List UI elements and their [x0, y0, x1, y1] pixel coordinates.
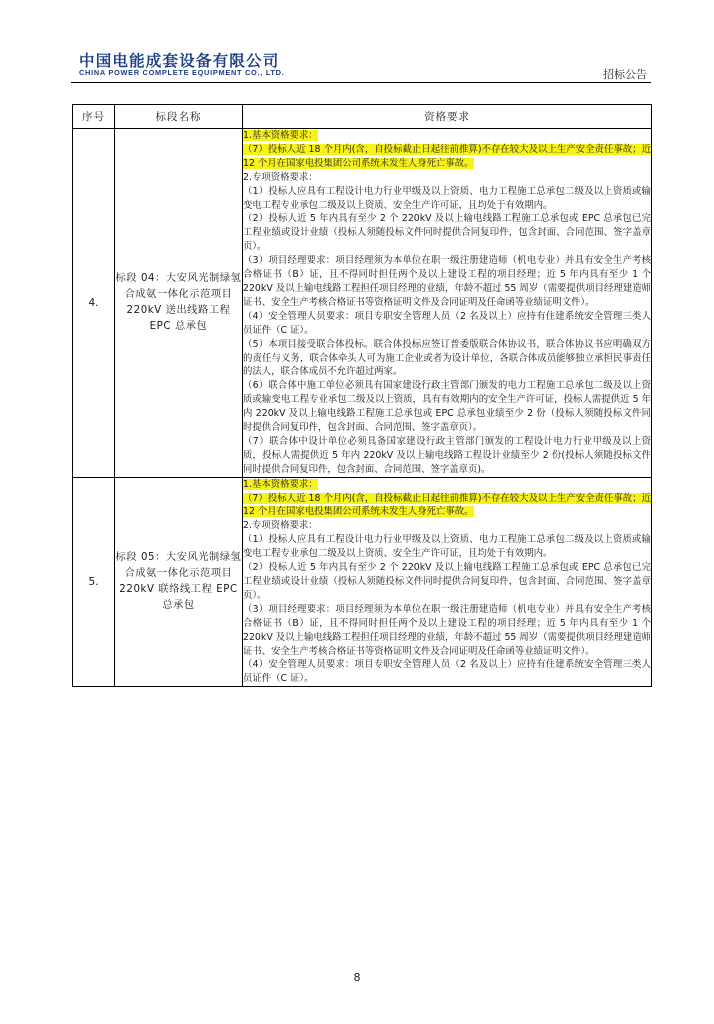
- highlighted-text: 1.基本资格要求：: [243, 130, 318, 141]
- qualification-table: [72, 104, 652, 687]
- header-lot-name: 标段名称: [115, 105, 243, 129]
- lot-name: 标段 04：大安风光制绿氢合成氨一体化示范项目 220kV 送出线路工程 EPC 总承包: [115, 129, 243, 478]
- requirement-paragraph: （4）安全管理人员要求：项目专职安全管理人员（2 名及以上）应持有住建系统安全管理三类人员证件（C 证）。: [243, 659, 651, 685]
- table-row: [73, 477, 652, 687]
- requirement-paragraph: [243, 129, 651, 143]
- header-requirements: 资格要求: [243, 105, 652, 129]
- requirement-paragraph: （3）项目经理要求：项目经理须为本单位在职一级注册建造师（机电专业）并具有安全生产考核合格证书（B）证，且不得同时担任两个及以上建设工程的项目经理；近 5 年内具有至少 1 个 220kV 及以上输电线路工程担任项目经理的业绩，年龄不超过 55 周岁（需要提供项目经理建造师证书、安全生产考核合格证书等资格证明文件及合同证明及任命函等业绩证明文件）。: [243, 255, 651, 308]
- table-row: [73, 129, 652, 478]
- requirement-paragraph: （3）项目经理要求：项目经理须为本单位在职一级注册建造师（机电专业）并具有安全生产考核合格证书（B）证，且不得同时担任两个及以上建设工程的项目经理；近 5 年内具有至少 1 个 220kV 及以上输电线路工程担任项目经理的业绩，年龄不超过 55 周岁（需要提供项目经理建造师证书、安全生产考核合格证书等资格证明文件及合同证明及任命函等业绩证明文件）。: [243, 603, 651, 657]
- requirement-paragraph: （7）联合体中设计单位必须具备国家建设行政主管部门颁发的工程设计电力行业甲级及以上资质，投标人需提供近 5 年内 220kV 及以上输电线路工程设计业绩至少 2 份(投标人须随投标文件同时提供合同复印件，包含封面、合同范围、签字盖章页)。: [243, 435, 651, 475]
- row-number: 5.: [73, 477, 115, 687]
- requirement-paragraph: （1）投标人应具有工程设计电力行业甲级及以上资质、电力工程施工总承包二级及以上资质或输变电工程专业承包二级及以上资质、安全生产许可证，且均处于有效期内。: [243, 534, 651, 560]
- requirement-paragraph: [243, 143, 651, 171]
- header-seq: 序号: [73, 105, 115, 129]
- company-logo-en: CHINA POWER COMPLETE EQUIPMENT CO., LTD.: [79, 68, 285, 77]
- requirement-paragraph: （2）投标人近 5 年内具有至少 2 个 220kV 及以上输电线路工程施工总承包或 EPC 总承包已完工程业绩或设计业绩（投标人须随投标文件同时提供合同复印件，包含封面、合同范围、签字盖章页）。: [243, 562, 651, 601]
- requirement-paragraph: [243, 478, 651, 492]
- row-number: 4.: [73, 129, 115, 478]
- page-number: 8: [353, 971, 361, 984]
- document-type-label: 招标公告: [603, 68, 647, 81]
- highlighted-text: 1.基本资格要求：: [243, 478, 318, 490]
- requirement-paragraph: （1）投标人应具有工程设计电力行业甲级及以上资质、电力工程施工总承包二级及以上资质或输变电工程专业承包二级及以上资质、安全生产许可证，且均处于有效期内。: [243, 185, 651, 211]
- page-header: [71, 46, 651, 82]
- requirement-paragraph: （2）投标人近 5 年内具有至少 2 个 220kV 及以上输电线路工程施工总承包或 EPC 总承包已完工程业绩或设计业绩（投标人须随投标文件同时提供合同复印件，包含封面、合同范围、签字盖章页）。: [243, 213, 651, 253]
- company-logo-cn: 中国电能成套设备有限公司: [79, 52, 280, 70]
- highlighted-text: （7）投标人近 18 个月内(含，自投标截止日起往前推算)不存在较大及以上生产安全责任事故；近 12 个月在国家电投集团公司系统未发生人身死亡事故。: [243, 143, 651, 169]
- requirement-paragraph: （4）安全管理人员要求：项目专职安全管理人员（2 名及以上）应持有住建系统安全管理三类人员证件（C 证）。: [243, 310, 651, 336]
- requirements-cell: [243, 477, 652, 687]
- lot-name: 标段 05：大安风光制绿氢合成氨一体化示范项目 220kV 联络线工程 EPC 总承包: [115, 477, 243, 687]
- requirement-paragraph: （5）本项目接受联合体投标。联合体投标应签订普委版联合体协议书，联合体协议书应明确双方的责任与义务，联合体牵头人可为施工企业或者为设计单位，各联合体成员能够独立承担民事责任的法人，联合体成员不允许超过两家。: [243, 338, 651, 378]
- requirements-cell: [243, 129, 652, 478]
- requirement-paragraph: 2.专项资格要求：: [243, 171, 318, 183]
- requirement-paragraph: （6）联合体中施工单位必须具有国家建设行政主管部门颁发的电力工程施工总承包二级及以上资质或输变电工程专业承包二级及以上资质，具有有效期内的安全生产许可证，投标人需提供近 5 年内 220kV 及以上输电线路工程施工总承包或 EPC 总承包业绩至少 2 份（投标人须随投标文件同时提供合同复印件，包含封面、合同范围、签字盖章页）。: [243, 380, 651, 434]
- requirement-paragraph: 2.专项资格要求：: [243, 520, 318, 532]
- requirement-paragraph: [243, 492, 651, 520]
- highlighted-text: （7）投标人近 18 个月内(含，自投标截止日起往前推算)不存在较大及以上生产安全责任事故；近 12 个月在国家电投集团公司系统未发生人身死亡事故。: [243, 492, 651, 518]
- table-header-row: [73, 105, 652, 129]
- header-divider: [71, 82, 651, 83]
